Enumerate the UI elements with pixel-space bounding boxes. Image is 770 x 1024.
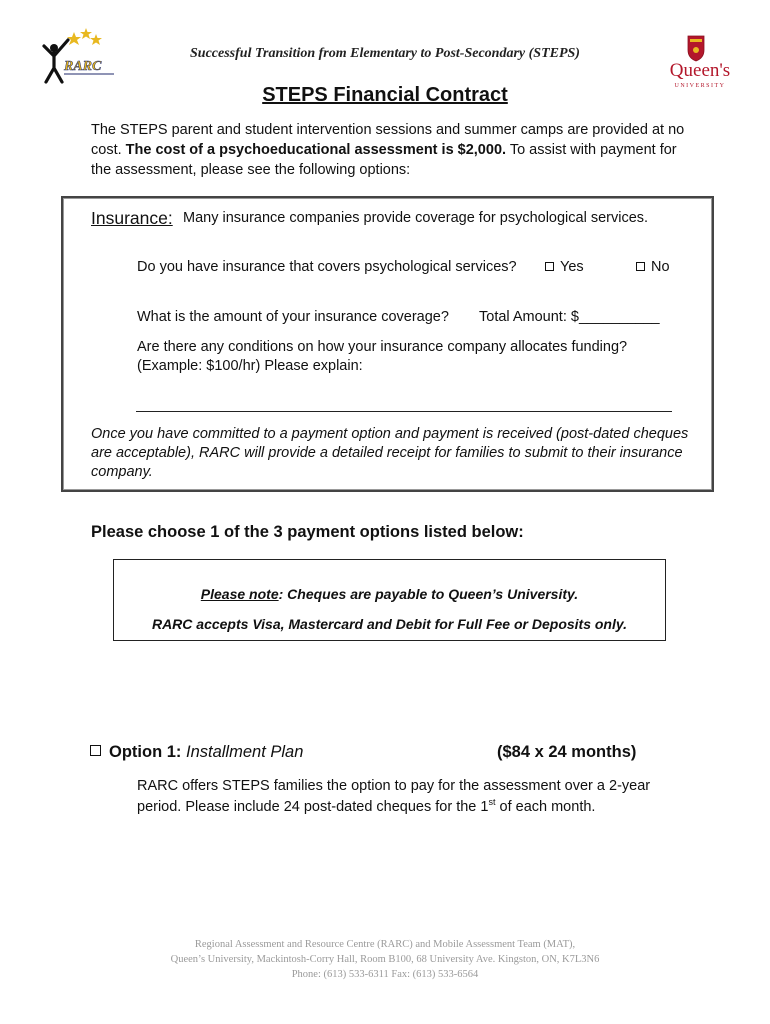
option1-heading[interactable] [90,743,303,762]
program-title: Successful Transition from Elementary to Post-Secondary (STEPS) [190,46,580,61]
coverage-no-option[interactable] [636,259,670,275]
footer-line3: Phone: (613) 533-6311 Fax: (613) 533-6564 [291,969,479,980]
intro-text: The STEPS parent and student intervention sessions and summer camps are provided at no cost. [91,122,685,158]
insurance-label: Insurance: [91,208,173,228]
footer-line2: Queen’s University, Mackintosh-Corry Hall, Room B100, 68 University Ave. Kingston, ON, K7L3N6 [170,954,600,965]
conditions-question-line1: Are there any conditions on how your insurance company allocates funding? [137,339,628,355]
intro-paragraph [91,120,691,180]
no-checkbox[interactable] [636,262,645,271]
option1-label: Option 1: [109,743,182,761]
option1-desc-end: of each month. [495,799,596,815]
intro-cost-text: The cost of a psychoeducational assessment is $2,000. [125,142,507,158]
footer [0,937,770,982]
option1-name: Installment Plan [186,743,304,761]
star-icon [67,32,81,45]
conditions-question [137,338,697,376]
rarc-logo [34,26,126,92]
payment-options-heading: Please choose 1 of the 3 payment options listed below: [91,523,524,541]
rarc-logo-text: RARC [64,59,102,74]
yes-label: Yes [560,259,584,275]
conditions-answer-line[interactable] [136,411,672,412]
option1-desc-sup: st [488,797,496,808]
please-note-label: Please note [200,586,279,602]
footer-line1: Regional Assessment and Resource Centre (RARC) and Mobile Assessment Team (MAT), [194,939,576,950]
coverage-question: Do you have insurance that covers psychological services? [137,259,517,275]
page-title: STEPS Financial Contract [262,84,508,106]
yes-checkbox[interactable] [545,262,554,271]
option1-desc-text: RARC offers STEPS families the option to pay for the assessment over a 2-year period. Please include 24 post-dated cheques for the 1 [137,778,651,815]
payment-note-cheques [113,586,666,602]
coverage-amount-question: What is the amount of your insurance coverage? [137,309,449,325]
insurance-receipt-note: Once you have committed to a payment option and payment is received (post-dated cheques are acceptable), RARC will provide a detailed receipt for families to submit to their insurance company. [91,426,689,480]
conditions-question-line2: (Example: $100/hr) Please explain: [137,358,363,374]
total-amount-field[interactable]: Total Amount: $__________ [479,309,660,325]
option1-price: ($84 x 24 months) [497,743,637,761]
payment-note-cards: RARC accepts Visa, Mastercard and Debit for Full Fee or Deposits only. [151,616,628,632]
star-icon [90,34,102,45]
queens-logo-text: Queen's [669,60,731,81]
coverage-yes-option[interactable] [545,259,584,275]
option1-checkbox[interactable] [90,745,101,756]
queens-logo-subtext: UNIVERSITY [674,83,726,89]
star-icon [80,28,92,39]
payment-note-cheques-text: : Cheques are payable to Queen’s University. [278,586,579,602]
intro-text-end: To assist with payment for the assessment, please see the following options: [91,142,677,178]
no-label: No [651,259,670,275]
insurance-description: Many insurance companies provide coverage for psychological services. [183,210,649,226]
option1-description [137,776,697,818]
